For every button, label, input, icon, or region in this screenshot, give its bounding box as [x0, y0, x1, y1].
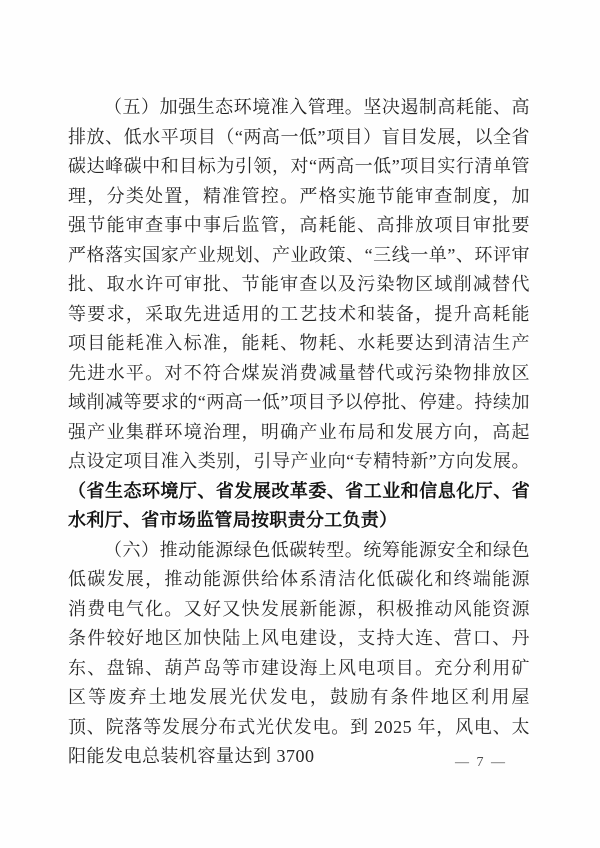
section-5-body: 坚决遏制高耗能、高排放、低水平项目（“两高一低”项目）盲目发展，以全省碳达峰碳中和目标为引领，对“两高一低”项目实行清单管理，分类处置，精准管控。严格实施节能审查制度，加强节能审查事中事后监管，高耗能、高排放项目审批要严格落实国家产业规划、产业政策、“三线一单”、环评审批、取水许可审批、节能审查以及污染物区域削减替代等要求，采取先进适用的工艺技术和装备，提升高耗能项目能耗准入标准，能耗、物耗、水耗要达到清洁生产先进水平。对不符合煤炭消费减量替代或污染物排放区域削减等要求的“两高一低”项目予以停批、停建。持续加强产业集群环境治理，明确产业布局和发展方向，高起点设定项目准入类别，引导产业向“专精特新”方向发展。 — [68, 97, 531, 471]
paragraph-section-6 — [68, 536, 530, 772]
section-5-title: 加强生态环境准入管理。 — [159, 97, 364, 117]
paragraph-section-5 — [68, 93, 530, 536]
section-number-5: （五） — [104, 97, 160, 117]
section-6-body: 统筹能源安全和绿色低碳发展，推动能源供给体系清洁化低碳化和终端能源消费电气化。又好又快发展新能源，积极推动风能资源条件较好地区加快陆上风电建设，支持大连、营口、丹东、盘锦、葫芦岛等市建设海上风电项目。充分利用矿区等废弃土地发展光伏发电，鼓励有条件地区利用屋顶、院落等发展分布式光伏发电。到 2025 年，风电、太阳能发电总装机容量达到 3700 — [68, 539, 531, 766]
section-5-responsible-departments: （省生态环境厅、省发展改革委、省工业和信息化厅、省水利厅、省市场监管局按职责分工负责） — [68, 480, 530, 530]
section-6-title: 推动能源绿色低碳转型。 — [159, 539, 364, 560]
section-number-6: （六） — [104, 539, 160, 560]
page-number: — 7 — — [455, 755, 507, 770]
document-body — [68, 93, 530, 772]
